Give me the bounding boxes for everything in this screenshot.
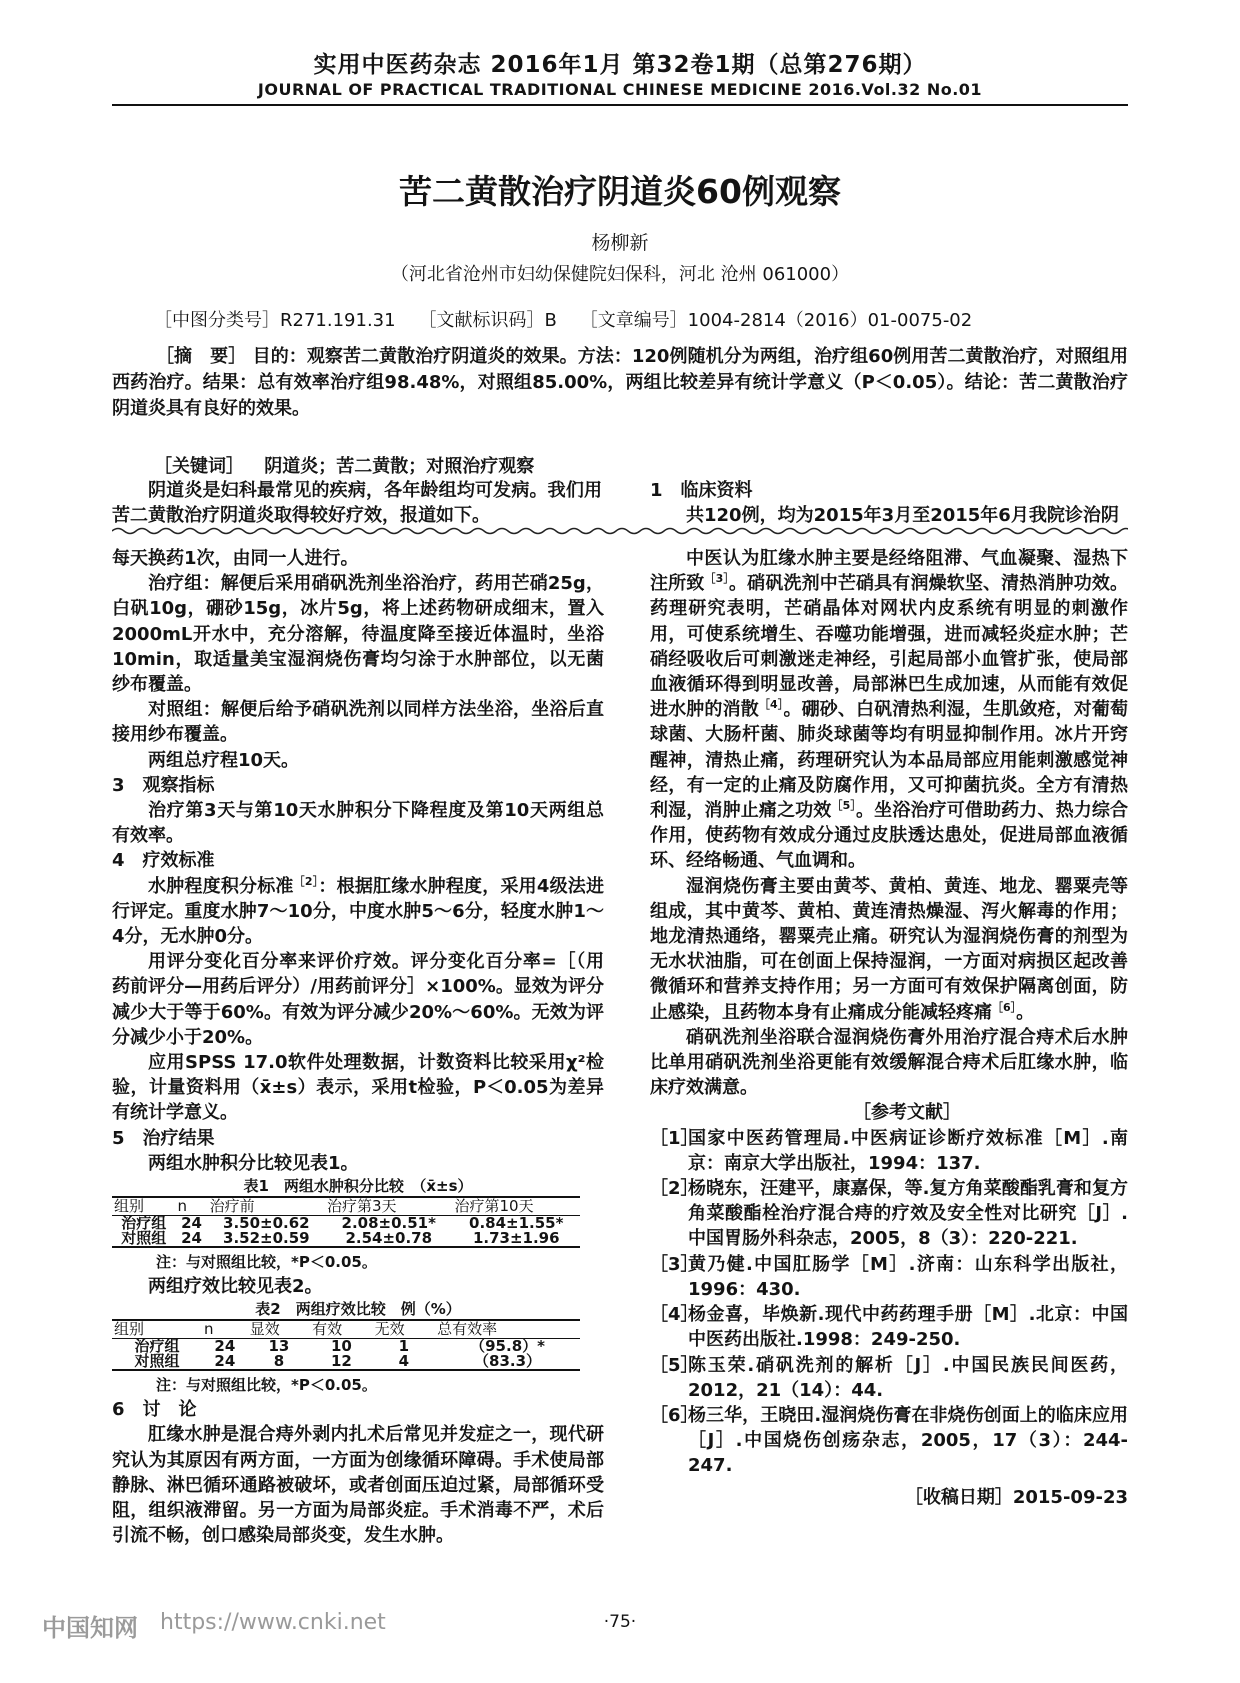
paragraph: 硝矾洗剂坐浴联合湿润烧伤膏外用治疗混合痔术后水肿比单用硝矾洗剂坐浴更能有效缓解混合痔术后肛缘水肿，临床疗效满意。 — [650, 1026, 1128, 1099]
paragraph: 应用SPSS 17.0软件处理数据，计数资料比较采用χ²检验，计量资料用（x̄±s）表示，采用t检验，P＜0.05为差异有统计学意义。 — [112, 1052, 604, 1124]
table-cell: 治疗组 — [134, 1337, 180, 1356]
table-cell: 13 — [268, 1337, 290, 1356]
table1 — [112, 1196, 580, 1248]
table-header: 显效 — [248, 1320, 310, 1339]
reference-item — [650, 1176, 1128, 1252]
paragraph: 治疗组：解便后采用硝矾洗剂坐浴治疗，药用芒硝25g，白矾10g，硼砂15g，冰片5g，将上述药物研成细末，置入2000mL开水中，充分溶解，待温度降至接近体温时，坐浴10min，取适量美宝湿润烧伤膏均匀涂于水肿部位，以无菌纱布覆盖。 — [112, 573, 604, 696]
abstract-text: 目的：观察苦二黄散治疗阴道炎的效果。方法：120例随机分为两组，治疗组60例用苦二黄散治疗，对照组用西药治疗。结果：总有效率治疗组98.48%，对照组85.00%，两组比较差异有统计学意义（P＜0.05）。结论：苦二黄散治疗阴道炎具有良好的效果。 — [112, 346, 1128, 419]
section-heading-3: 3 观察指标 — [112, 774, 215, 796]
section-heading-1: 1 临床资料 — [650, 480, 753, 501]
table-cell: 治疗组 — [121, 1214, 167, 1233]
table-row — [112, 1354, 580, 1370]
citation: ［5］ — [831, 799, 857, 813]
table-header: n — [175, 1197, 207, 1216]
citation: ［2］ — [293, 874, 319, 888]
paragraph: 两组疗效比较见表2。 — [148, 1276, 323, 1298]
page-number: ·75· — [603, 1612, 637, 1632]
references-heading: ［参考文献］ — [853, 1102, 961, 1124]
cnki-watermark-url: https://www.cnki.net — [160, 1610, 386, 1635]
paragraph: 治疗第3天与第10天水肿积分下降程度及第10天两组总有效率。 — [112, 800, 604, 847]
table-header: 治疗第3天 — [325, 1197, 452, 1216]
table-header: 有效 — [310, 1320, 372, 1339]
intro-left — [112, 478, 602, 528]
table-cell: 8 — [248, 1354, 310, 1370]
text-run: 。 — [1016, 1001, 1035, 1023]
text-run: 。坐浴治疗可借助药力、热力综合作用，使药物有效成分通过皮肤透达患处，促进局部血液循环、经络畅通、气血调和。 — [650, 800, 1129, 872]
received-date: ［收稿日期］2015-09-23 — [904, 1486, 1128, 1508]
table-cell: 24 — [181, 1214, 202, 1233]
paragraph: 用评分变化百分率来评价疗效。评分变化百分率=［（用药前评分—用药后评分）/用药前评分］×100%。显效为评分减少大于等于60%。有效为评分减少20%～60%。无效为评分减少小于20%。 — [112, 951, 604, 1048]
citation: ［4］ — [758, 698, 784, 712]
reference-text: 黄乃健.中国肛肠学［M］.济南：山东科学出版社，1996：430. — [688, 1253, 1128, 1300]
text-run: ：根据肛缘水肿程度，采用4级法进行评定。重度水肿7～10分，中度水肿5～6分，轻度水肿1～4分，无水肿0分。 — [112, 875, 605, 948]
keywords-label: ［关键词］ — [154, 456, 244, 477]
reference-text: 国家中医药管理局.中医病证诊断疗效标准［M］.南京：南京大学出版社，1994：137. — [688, 1127, 1128, 1174]
table-cell: 24 — [202, 1354, 248, 1370]
table-cell: 2.08±0.51* — [341, 1214, 436, 1233]
text-run: 中医认为肛缘水肿主要是经络阻滞、气血凝聚、湿热下注所致 — [650, 548, 1128, 595]
table-cell: 10 — [330, 1337, 352, 1356]
table-header: n — [202, 1320, 248, 1339]
left-column — [112, 546, 604, 1549]
table-cell: 3.52±0.59 — [208, 1231, 325, 1247]
reference-text: 杨三华，王晓田.湿润烧伤膏在非烧伤创面上的临床应用［J］.中国烧伤创疡杂志，2005，17（3）：244-247. — [688, 1404, 1128, 1477]
cnki-watermark-logo: 中国知网 — [42, 1614, 138, 1642]
article-title: 苦二黄散治疗阴道炎60例观察 — [399, 172, 841, 211]
table2 — [112, 1319, 580, 1371]
classification-line: ［中图分类号］R271.191.31 ［文献标识码］B ［文章编号］1004-2814（2016）01-0075-02 — [154, 310, 973, 331]
paragraph — [650, 546, 1128, 874]
table-cell: 1 — [398, 1337, 410, 1356]
reference-item — [650, 1353, 1128, 1403]
section-heading-5: 5 治疗结果 — [112, 1127, 215, 1149]
abstract — [112, 344, 1128, 422]
table-cell: 1.73±1.96 — [452, 1231, 580, 1247]
table2-caption: 表2 两组疗效比较 例（%） — [255, 1300, 461, 1319]
reference-number: ［3］ — [650, 1253, 699, 1275]
table-cell: 12 — [310, 1354, 372, 1370]
reference-text: 陈玉荣.硝矾洗剂的解析［J］.中国民族民间医药，2012，21（14）：44. — [688, 1354, 1128, 1401]
table-cell: 对照组 — [112, 1354, 202, 1370]
citation: ［3］ — [704, 572, 730, 586]
table-cell: （83.3） — [435, 1354, 580, 1370]
abstract-label: ［摘 要］ — [156, 346, 247, 367]
header-rule — [112, 104, 1128, 106]
right-column — [650, 546, 1128, 1510]
text-run: 。硼砂、白矾清热利湿，生肌敛疮，对葡萄球菌、大肠杆菌、肺炎球菌等均有明显抑制作用。冰片开窍醒神，清热止痛，药理研究认为本品局部应用能刺激感觉神经，有一定的止痛及防腐作用，又可抑菌抗炎。全方有清热利湿，消肿止痛之功效 — [650, 699, 1129, 822]
reference-item — [650, 1126, 1128, 1176]
section-heading-6: 6 讨 论 — [112, 1399, 197, 1421]
reference-item — [650, 1252, 1128, 1302]
reference-number: ［5］ — [650, 1354, 699, 1376]
table1-caption: 表1 两组水肿积分比较 （x̄±s） — [243, 1177, 473, 1196]
page-break-wave — [112, 526, 1128, 536]
table-header: 总有效率 — [435, 1320, 580, 1339]
paragraph: 每天换药1次，由同一人进行。 — [112, 548, 359, 569]
journal-header-cn: 实用中医药杂志 2016年1月 第32卷1期（总第276期） — [313, 52, 927, 78]
text-run: 水肿程度积分标准 — [148, 875, 294, 897]
reference-text: 杨金喜，毕焕新.现代中药药理手册［M］.北京：中国中医药出版社.1998：249-250. — [688, 1304, 1128, 1351]
citation: ［6］ — [992, 1000, 1017, 1014]
table-header: 治疗前 — [208, 1197, 325, 1216]
paragraph — [112, 874, 604, 950]
paragraph: 两组总疗程10天。 — [148, 749, 300, 771]
table-cell: 24 — [214, 1337, 236, 1356]
section-heading-4: 4 疗效标准 — [112, 850, 215, 872]
table-row — [112, 1231, 580, 1247]
reference-number: ［4］ — [650, 1304, 699, 1326]
reference-item — [650, 1302, 1128, 1352]
journal-header-en: JOURNAL OF PRACTICAL TRADITIONAL CHINESE MEDICINE 2016.Vol.32 No.01 — [257, 80, 983, 99]
article-affiliation: （河北省沧州市妇幼保健院妇保科，河北 沧州 061000） — [390, 264, 850, 285]
reference-number: ［1］ — [650, 1127, 699, 1149]
table2-note: 注：与对照组比较，*P＜0.05。 — [156, 1376, 377, 1395]
table-header: 无效 — [373, 1320, 435, 1339]
table-cell: （95.8）* — [470, 1337, 545, 1356]
intro-right-text: 共120例，均为2015年3月至2015年6月我院诊治阴 — [686, 505, 1119, 527]
table-cell: 2.54±0.78 — [325, 1231, 452, 1247]
article-author: 杨柳新 — [591, 232, 649, 254]
paragraph: 肛缘水肿是混合痔外剥内扎术后常见并发症之一，现代研究认为其原因有两方面，一方面为创缘循环障碍。手术使局部静脉、淋巴循环通路被破坏，或者创面压迫过紧，局部循环受阻，组织液滞留。另一方面为局部炎症。手术消毒不严，术后引流不畅，创口感染局部炎变，发生水肿。 — [112, 1424, 604, 1547]
keywords — [154, 452, 534, 478]
text-run: 。硝矾洗剂中芒硝具有润燥软坚、清热消肿功效。药理研究表明，芒硝晶体对网状内皮系统有明显的刺激作用，可使系统增生、吞噬功能增强，进而减轻炎症水肿；芒硝经吸收后可刺激迷走神经，引起局部小血管扩张，使局部血液循环得到明显改善，局部淋巴生成加速，从而能有效促进水肿的消散 — [650, 573, 1129, 721]
table-cell: 4 — [373, 1354, 435, 1370]
table-header: 组别 — [112, 1197, 175, 1216]
table1-note: 注：与对照组比较，*P＜0.05。 — [156, 1253, 377, 1272]
text-run: 湿润烧伤膏主要由黄芩、黄柏、黄连、地龙、罂粟壳等组成，其中黄芩、黄柏、黄连清热燥湿、泻火解毒的作用；地龙清热通络，罂粟壳止痛。研究认为湿润烧伤膏的剂型为无水状油脂，可在创面上保持湿润，一方面对病损区起改善微循环和营养支持作用；另一方面可有效保护隔离创面，防止感染，且药物本身有止痛成分能减轻疼痛 — [650, 875, 1128, 1023]
table-cell: 24 — [175, 1231, 207, 1247]
reference-item — [650, 1403, 1128, 1479]
intro-right — [650, 478, 1128, 528]
reference-number: ［6］ — [650, 1404, 699, 1426]
table-cell: 对照组 — [112, 1231, 175, 1247]
reference-number: ［2］ — [650, 1178, 699, 1200]
table-cell: 3.50±0.62 — [223, 1214, 310, 1233]
paragraph — [650, 874, 1128, 1025]
paragraph: 两组水肿积分比较见表1。 — [148, 1152, 359, 1174]
paragraph: 对照组：解便后给予硝矾洗剂以同样方法坐浴，坐浴后直接用纱布覆盖。 — [112, 699, 604, 746]
reference-text: 杨晓东，汪建平，康嘉保，等.复方角菜酸酯乳膏和复方角菜酸酯栓治疗混合痔的疗效及安全性对比研究［J］.中国胃肠外科杂志，2005，8（3）：220-221. — [688, 1178, 1128, 1250]
table-cell: 0.84±1.55* — [469, 1214, 564, 1233]
keywords-text: 阴道炎；苦二黄散；对照治疗观察 — [264, 456, 535, 477]
table-header: 治疗第10天 — [452, 1197, 580, 1216]
table-header: 组别 — [112, 1320, 202, 1339]
intro-paragraph: 阴道炎是妇科最常见的疾病，各年龄组均可发病。我们用苦二黄散治疗阴道炎取得较好疗效，报道如下。 — [112, 480, 602, 527]
